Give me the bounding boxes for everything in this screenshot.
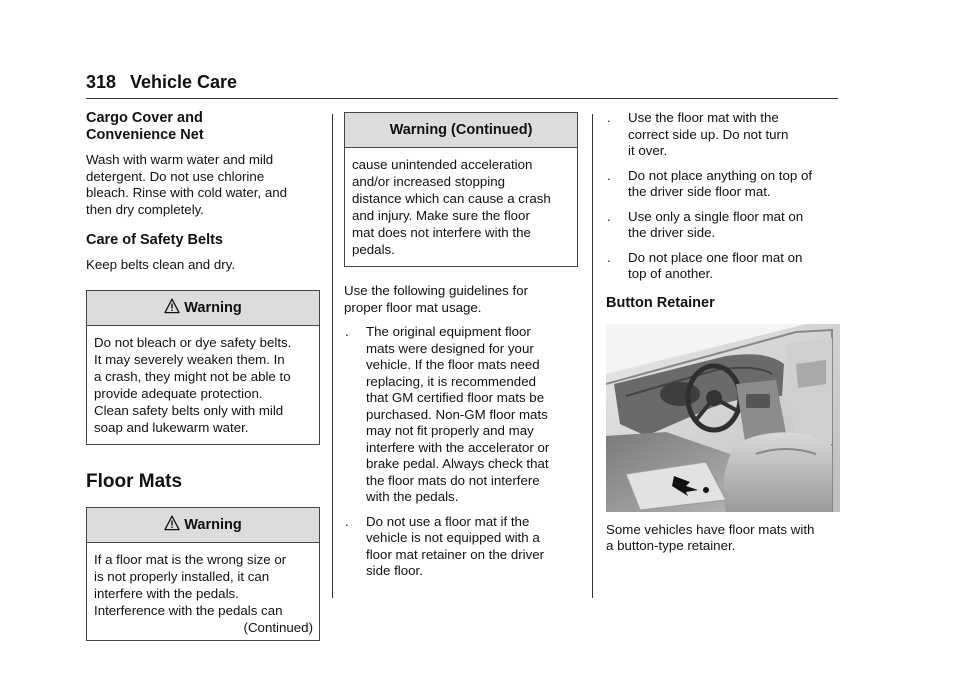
- belts-text: Keep belts clean and dry.: [86, 257, 236, 272]
- belts-heading: Care of Safety Belts: [86, 232, 223, 248]
- list-item: . Do not use a floor mat if the vehicle is not equipped with a floor mat retainer on the driver side floor.: [345, 513, 545, 578]
- list-item: . The original equipment floor mats were designed for your vehicle. If the floor mats need replacing, it is recommended that GM certified floor mats be purchased. Non-GM floor mats may not fit properly and may interfere with the accelerator or brake pedal. Always check that the floor mats do not interfere with the pedals.: [345, 324, 550, 504]
- car-interior-floor-mat-illustration: [606, 324, 840, 512]
- guidelines-text: Use the following guidelines for proper floor mat usage.: [344, 283, 529, 315]
- continued-label: (Continued): [243, 619, 313, 635]
- header-rule: [86, 98, 838, 99]
- warning-header: Warning: [87, 291, 319, 326]
- column-2: [344, 112, 578, 580]
- list-item: . Do not place anything on top of the driver side floor mat.: [607, 167, 813, 199]
- list-item: . Use the floor mat with the correct side up. Do not turn it over.: [607, 110, 789, 158]
- warning-header: Warning (Continued): [345, 113, 577, 148]
- floor-mat-guidelines-continued: [606, 110, 840, 283]
- list-item: . Do not place one floor mat on top of another.: [607, 249, 803, 281]
- warning-header: Warning: [87, 508, 319, 543]
- list-item: . Use only a single floor mat on the driver side.: [607, 208, 804, 240]
- warning-triangle-icon: [164, 515, 180, 531]
- column-divider-2: [592, 114, 593, 598]
- section-title: Vehicle Care: [130, 72, 238, 92]
- page-number: 318: [86, 72, 117, 92]
- warning-body: cause unintended acceleration and/or increased stopping distance which can cause a crash and injury. Make sure the floor mat does not interfere with the pedals.: [352, 157, 551, 257]
- warning-box-continued: [344, 112, 578, 267]
- retainer-caption: Some vehicles have floor mats with a button-type retainer.: [606, 521, 815, 553]
- cargo-text: Wash with warm water and mild detergent. Do not use chlorine bleach. Rinse with cold water, and then dry completely.: [86, 152, 288, 217]
- warning-triangle-icon: [164, 298, 180, 314]
- floor-mats-heading: Floor Mats: [86, 470, 183, 492]
- floor-mat-guidelines: [344, 324, 578, 580]
- warning-box-floor-mats: [86, 507, 320, 641]
- warning-body: If a floor mat is the wrong size or is not properly installed, it can interfere with the pedals. Interference with the pedals can (Continued): [94, 551, 313, 635]
- button-retainer-heading: Button Retainer: [606, 294, 715, 311]
- cargo-heading: Cargo Cover and Convenience Net: [86, 110, 204, 143]
- column-divider-1: [332, 114, 333, 598]
- warning-body: Do not bleach or dye safety belts. It may severely weaken them. In a crash, they might not be able to provide adequate protection. Clean safety belts only with mild soap and lukewarm water.: [94, 334, 292, 435]
- warning-box-belts: [86, 290, 320, 445]
- column-1: [86, 110, 320, 641]
- column-3: [606, 110, 840, 555]
